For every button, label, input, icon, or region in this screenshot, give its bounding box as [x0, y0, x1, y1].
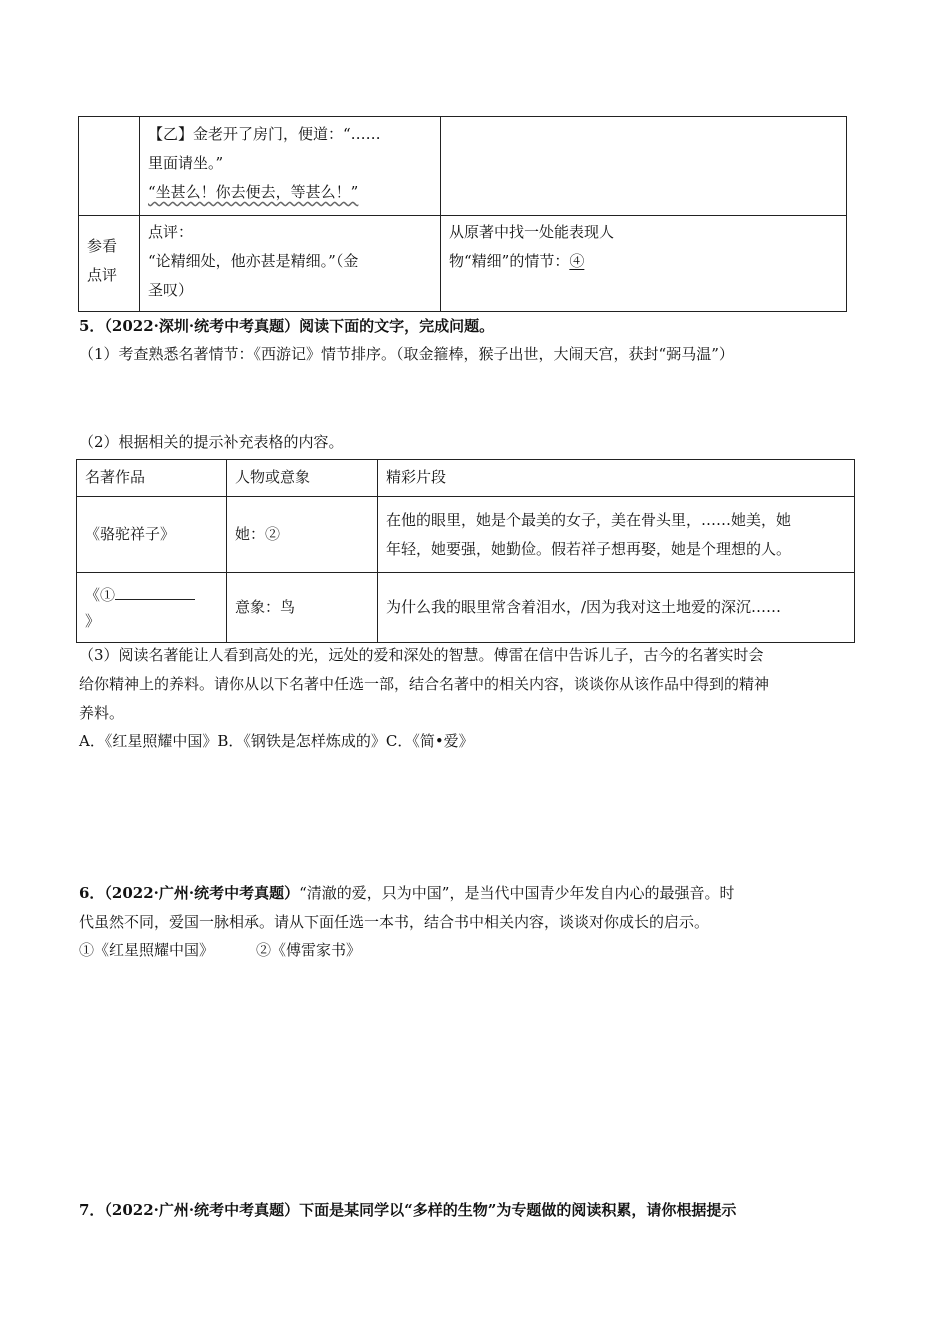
- wavy-underlined-quote: “坐甚么！你去便去，等甚么！”: [148, 183, 359, 201]
- books-header-figure: 人物或意象: [227, 460, 378, 497]
- books-row2-figure: 意象：鸟: [227, 573, 378, 643]
- q5-options: A．《红星照耀中国》B．《钢铁是怎样炼成的》C．《简•爱》: [79, 732, 474, 750]
- q6-title: 6．（2022·广州·统考中考真题）: [79, 884, 300, 902]
- q5-title: 5．（2022·深圳·统考中考真题）阅读下面的文字，完成问题。: [79, 317, 495, 335]
- q5-sub3-line1: （3）阅读名著能让人看到高处的光，远处的爱和深处的智慧。傅雷在信中告诉儿子，古今的名著实时会: [79, 646, 764, 664]
- table1-row2-label: 参看 点评: [79, 216, 140, 312]
- table1-row1-right: [441, 117, 847, 216]
- q6-option-1: ①《红星照耀中国》: [79, 941, 215, 959]
- q6-option-2: ②《傅雷家书》: [256, 941, 362, 959]
- books-row1-work: 《骆驼祥子》: [77, 497, 227, 573]
- answer-blank-4[interactable]: ④: [569, 252, 585, 270]
- q5-sub1: （1）考查熟悉名著情节：《西游记》情节排序。（取金箍棒，猴子出世，大闹天宫，获封“弼马温”）: [79, 345, 734, 363]
- answer-blank-2[interactable]: 她：②: [235, 525, 281, 543]
- reference-table: [78, 116, 847, 312]
- books-table: [76, 459, 855, 643]
- table1-row2-comment: 点评： “论精细处，他亦甚是精细。”（金 圣叹）: [140, 216, 441, 312]
- books-header-excerpt: 精彩片段: [378, 460, 855, 497]
- books-row2-excerpt: 为什么我的眼里常含着泪水，/因为我对这土地爱的深沉……: [378, 573, 855, 643]
- q5-sub3-line2: 给你精神上的养料。请你从以下名著中任选一部，结合名著中的相关内容，谈谈你从该作品中得到的精神: [79, 675, 770, 693]
- books-row2-work: 《① 》: [77, 573, 227, 643]
- q7-title: 7．（2022·广州·统考中考真题）下面是某同学以“多样的生物”为专题做的阅读积累，请你根据提示: [79, 1201, 737, 1219]
- table1-row2-task: 从原著中找一处能表现人 物“精细”的情节：④: [441, 216, 847, 312]
- q6-line2: 代虽然不同，爱国一脉相承。请从下面任选一本书，结合书中相关内容，谈谈对你成长的启示。: [79, 913, 710, 931]
- q6-line1: 6．（2022·广州·统考中考真题）“清澈的爱，只为中国”，是当代中国青少年发自内心的最强音。时: [79, 884, 735, 902]
- books-row1-figure: [227, 497, 378, 573]
- q5-sub3-line3: 养料。: [79, 704, 125, 722]
- table1-row1-text: 【乙】金老开了房门，便道：“…… 里面请坐。” “坐甚么！你去便去，等甚么！”: [140, 117, 441, 216]
- q5-sub2: （2）根据相关的提示补充表格的内容。: [79, 433, 344, 451]
- answer-blank-1[interactable]: [115, 583, 195, 600]
- books-row1-excerpt: 在他的眼里，她是个最美的女子，美在骨头里，……她美，她 年轻，她要强，她勤俭。假若祥子想再娶，她是个理想的人。: [378, 497, 855, 573]
- table1-row1-label: [79, 117, 140, 216]
- books-header-work: 名著作品: [77, 460, 227, 497]
- q6-options: [79, 937, 361, 963]
